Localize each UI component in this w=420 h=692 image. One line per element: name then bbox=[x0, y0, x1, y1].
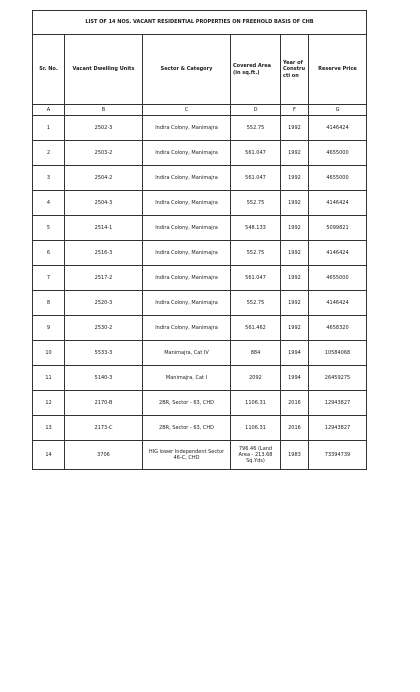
cell-sr-no: 10 bbox=[33, 341, 65, 366]
cell-dwelling-unit: 2502-3 bbox=[65, 116, 143, 141]
cell-sr-no: 9 bbox=[33, 316, 65, 341]
cell-sector-category: Indira Colony, Manimajra bbox=[143, 266, 231, 291]
cell-dwelling-unit: 5140-3 bbox=[65, 366, 143, 391]
column-letter: D bbox=[231, 105, 281, 116]
cell-covered-area: 561.047 bbox=[231, 266, 281, 291]
cell-sector-category: Indira Colony, Manimajra bbox=[143, 166, 231, 191]
table-title: LIST OF 14 NOS. VACANT RESIDENTIAL PROPERTIES ON FREEHOLD BASIS OF CHB bbox=[33, 11, 367, 35]
cell-sector-category: HIG lower Independent Sector 46-C, CHD bbox=[143, 441, 231, 470]
cell-reserve-price: 4655000 bbox=[309, 166, 367, 191]
cell-sr-no: 12 bbox=[33, 391, 65, 416]
header-sr-no: Sr. No. bbox=[33, 35, 65, 105]
cell-covered-area: 552.75 bbox=[231, 241, 281, 266]
cell-dwelling-unit: 2516-3 bbox=[65, 241, 143, 266]
cell-sector-category: Indira Colony, Manimajra bbox=[143, 116, 231, 141]
cell-sr-no: 4 bbox=[33, 191, 65, 216]
header-year: Year of Constructi on bbox=[281, 35, 309, 105]
cell-sector-category: Indira Colony, Manimajra bbox=[143, 241, 231, 266]
cell-covered-area: 561.047 bbox=[231, 166, 281, 191]
cell-reserve-price: 4146424 bbox=[309, 291, 367, 316]
cell-reserve-price: 4658320 bbox=[309, 316, 367, 341]
table-row bbox=[33, 116, 367, 141]
cell-dwelling-unit: 2520-3 bbox=[65, 291, 143, 316]
cell-reserve-price: 12943827 bbox=[309, 416, 367, 441]
cell-covered-area: 2092 bbox=[231, 366, 281, 391]
cell-sr-no: 14 bbox=[33, 441, 65, 470]
table-row bbox=[33, 341, 367, 366]
header-covered-area: Covered Area (in sq.ft.) bbox=[231, 35, 281, 105]
cell-dwelling-unit: 2530-2 bbox=[65, 316, 143, 341]
cell-year: 1992 bbox=[281, 316, 309, 341]
table-row bbox=[33, 441, 367, 470]
cell-reserve-price: 4655000 bbox=[309, 141, 367, 166]
cell-sr-no: 2 bbox=[33, 141, 65, 166]
cell-year: 1994 bbox=[281, 341, 309, 366]
cell-sr-no: 8 bbox=[33, 291, 65, 316]
cell-covered-area: 884 bbox=[231, 341, 281, 366]
column-letter: G bbox=[309, 105, 367, 116]
cell-covered-area: 552.75 bbox=[231, 116, 281, 141]
cell-dwelling-unit: 2503-2 bbox=[65, 141, 143, 166]
header-dwelling-units: Vacant Dwelling Units bbox=[65, 35, 143, 105]
table-row bbox=[33, 141, 367, 166]
cell-sr-no: 6 bbox=[33, 241, 65, 266]
cell-sector-category: 2BR, Sector - 63, CHD bbox=[143, 416, 231, 441]
cell-reserve-price: 4655000 bbox=[309, 266, 367, 291]
table-row bbox=[33, 166, 367, 191]
cell-covered-area: 1106.31 bbox=[231, 416, 281, 441]
cell-sector-category: Indira Colony, Manimajra bbox=[143, 141, 231, 166]
cell-covered-area: 561.462 bbox=[231, 316, 281, 341]
cell-year: 1992 bbox=[281, 141, 309, 166]
cell-covered-area: 548.133 bbox=[231, 216, 281, 241]
title-row bbox=[33, 11, 367, 35]
cell-reserve-price: 10584068 bbox=[309, 341, 367, 366]
header-sector-category: Sector & Category bbox=[143, 35, 231, 105]
cell-sector-category: Indira Colony, Manimajra bbox=[143, 191, 231, 216]
header-row bbox=[33, 35, 367, 105]
cell-sector-category: Manimajra, Cat IV bbox=[143, 341, 231, 366]
column-letter-row bbox=[33, 105, 367, 116]
cell-sector-category: Indira Colony, Manimajra bbox=[143, 216, 231, 241]
cell-reserve-price: 4146424 bbox=[309, 116, 367, 141]
column-letter: C bbox=[143, 105, 231, 116]
cell-year: 1994 bbox=[281, 366, 309, 391]
cell-year: 2016 bbox=[281, 391, 309, 416]
cell-year: 1992 bbox=[281, 166, 309, 191]
table-row bbox=[33, 191, 367, 216]
cell-reserve-price: 4146424 bbox=[309, 241, 367, 266]
table-row bbox=[33, 316, 367, 341]
table-row bbox=[33, 216, 367, 241]
cell-dwelling-unit: 2514-1 bbox=[65, 216, 143, 241]
cell-sr-no: 5 bbox=[33, 216, 65, 241]
cell-covered-area: 561.047 bbox=[231, 141, 281, 166]
cell-dwelling-unit: 3706 bbox=[65, 441, 143, 470]
cell-sr-no: 3 bbox=[33, 166, 65, 191]
cell-year: 1983 bbox=[281, 441, 309, 470]
table-row bbox=[33, 416, 367, 441]
cell-sr-no: 11 bbox=[33, 366, 65, 391]
cell-covered-area: 796.46 (Land Area - 213.68 Sq.Yds) bbox=[231, 441, 281, 470]
cell-reserve-price: 26459275 bbox=[309, 366, 367, 391]
table-row bbox=[33, 241, 367, 266]
header-reserve-price: Reserve Price bbox=[309, 35, 367, 105]
cell-sr-no: 7 bbox=[33, 266, 65, 291]
cell-dwelling-unit: 5533-3 bbox=[65, 341, 143, 366]
cell-covered-area: 1106.31 bbox=[231, 391, 281, 416]
cell-sr-no: 13 bbox=[33, 416, 65, 441]
cell-reserve-price: 73394739 bbox=[309, 441, 367, 470]
cell-year: 1992 bbox=[281, 291, 309, 316]
cell-covered-area: 552.75 bbox=[231, 291, 281, 316]
cell-year: 2016 bbox=[281, 416, 309, 441]
cell-dwelling-unit: 2170-B bbox=[65, 391, 143, 416]
cell-reserve-price: 4146424 bbox=[309, 191, 367, 216]
cell-year: 1992 bbox=[281, 216, 309, 241]
cell-dwelling-unit: 2517-2 bbox=[65, 266, 143, 291]
cell-year: 1992 bbox=[281, 241, 309, 266]
cell-year: 1992 bbox=[281, 266, 309, 291]
column-letter: A bbox=[33, 105, 65, 116]
table-row bbox=[33, 291, 367, 316]
table-row bbox=[33, 366, 367, 391]
vacant-properties-table bbox=[32, 10, 367, 470]
cell-dwelling-unit: 2504-2 bbox=[65, 166, 143, 191]
cell-sector-category: 2BR, Sector - 63, CHD bbox=[143, 391, 231, 416]
table-row bbox=[33, 266, 367, 291]
table-row bbox=[33, 391, 367, 416]
cell-dwelling-unit: 2173-C bbox=[65, 416, 143, 441]
cell-sr-no: 1 bbox=[33, 116, 65, 141]
cell-sector-category: Manimajra, Cat I bbox=[143, 366, 231, 391]
cell-sector-category: Indira Colony, Manimajra bbox=[143, 316, 231, 341]
cell-covered-area: 552.75 bbox=[231, 191, 281, 216]
cell-sector-category: Indira Colony, Manimajra bbox=[143, 291, 231, 316]
cell-reserve-price: 5099821 bbox=[309, 216, 367, 241]
cell-dwelling-unit: 2504-3 bbox=[65, 191, 143, 216]
cell-year: 1992 bbox=[281, 191, 309, 216]
cell-year: 1992 bbox=[281, 116, 309, 141]
column-letter: B bbox=[65, 105, 143, 116]
cell-reserve-price: 12943827 bbox=[309, 391, 367, 416]
column-letter: F bbox=[281, 105, 309, 116]
